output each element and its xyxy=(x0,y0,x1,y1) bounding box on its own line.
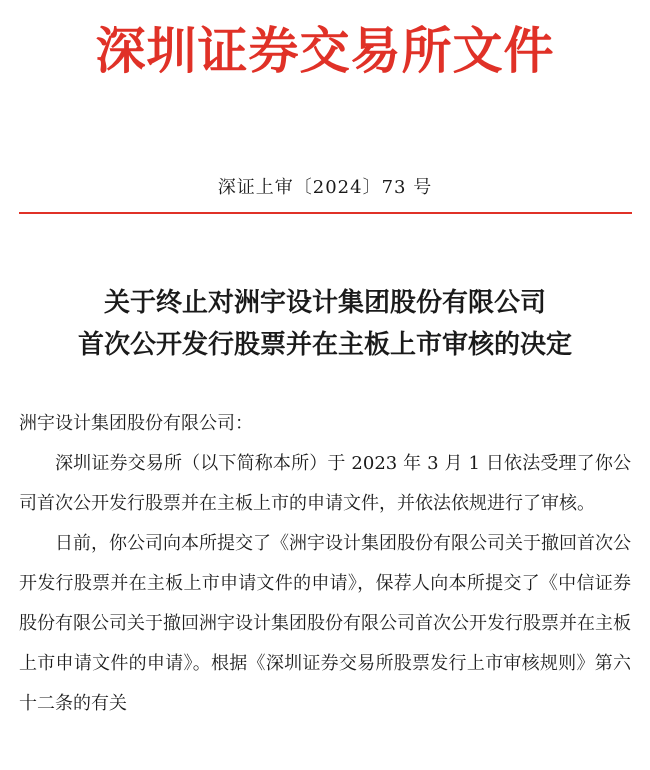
document-title-line-1: 关于终止对洲宇设计集团股份有限公司 xyxy=(103,288,546,318)
body-paragraph-1: 深圳证券交易所（以下简称本所）于 2023 年 3 月 1 日依法受理了你公司首次公开发行股票并在主板上市的申请文件，并依法依规进行了审核。 xyxy=(19,453,631,514)
document-body xyxy=(19,404,631,724)
document-title xyxy=(0,282,650,366)
red-divider-line xyxy=(19,212,632,214)
body-paragraph-2: 日前，你公司向本所提交了《洲宇设计集团股份有限公司关于撤回首次公开发行股票并在主板上市申请文件的申请》，保荐人向本所提交了《中信证券股份有限公司关于撤回洲宇设计集团股份有限公司首次公开发行股票并在主板上市申请文件的申请》。根据《深圳证券交易所股票发行上市审核规则》第六十二条的有关 xyxy=(19,533,631,714)
addressee: 洲宇设计集团股份有限公司： xyxy=(19,413,253,434)
masthead-title: 深圳证券交易所文件 xyxy=(95,22,555,80)
document-number: 深证上审〔2024〕73 号 xyxy=(217,177,433,198)
document-title-line-2: 首次公开发行股票并在主板上市审核的决定 xyxy=(77,330,572,360)
